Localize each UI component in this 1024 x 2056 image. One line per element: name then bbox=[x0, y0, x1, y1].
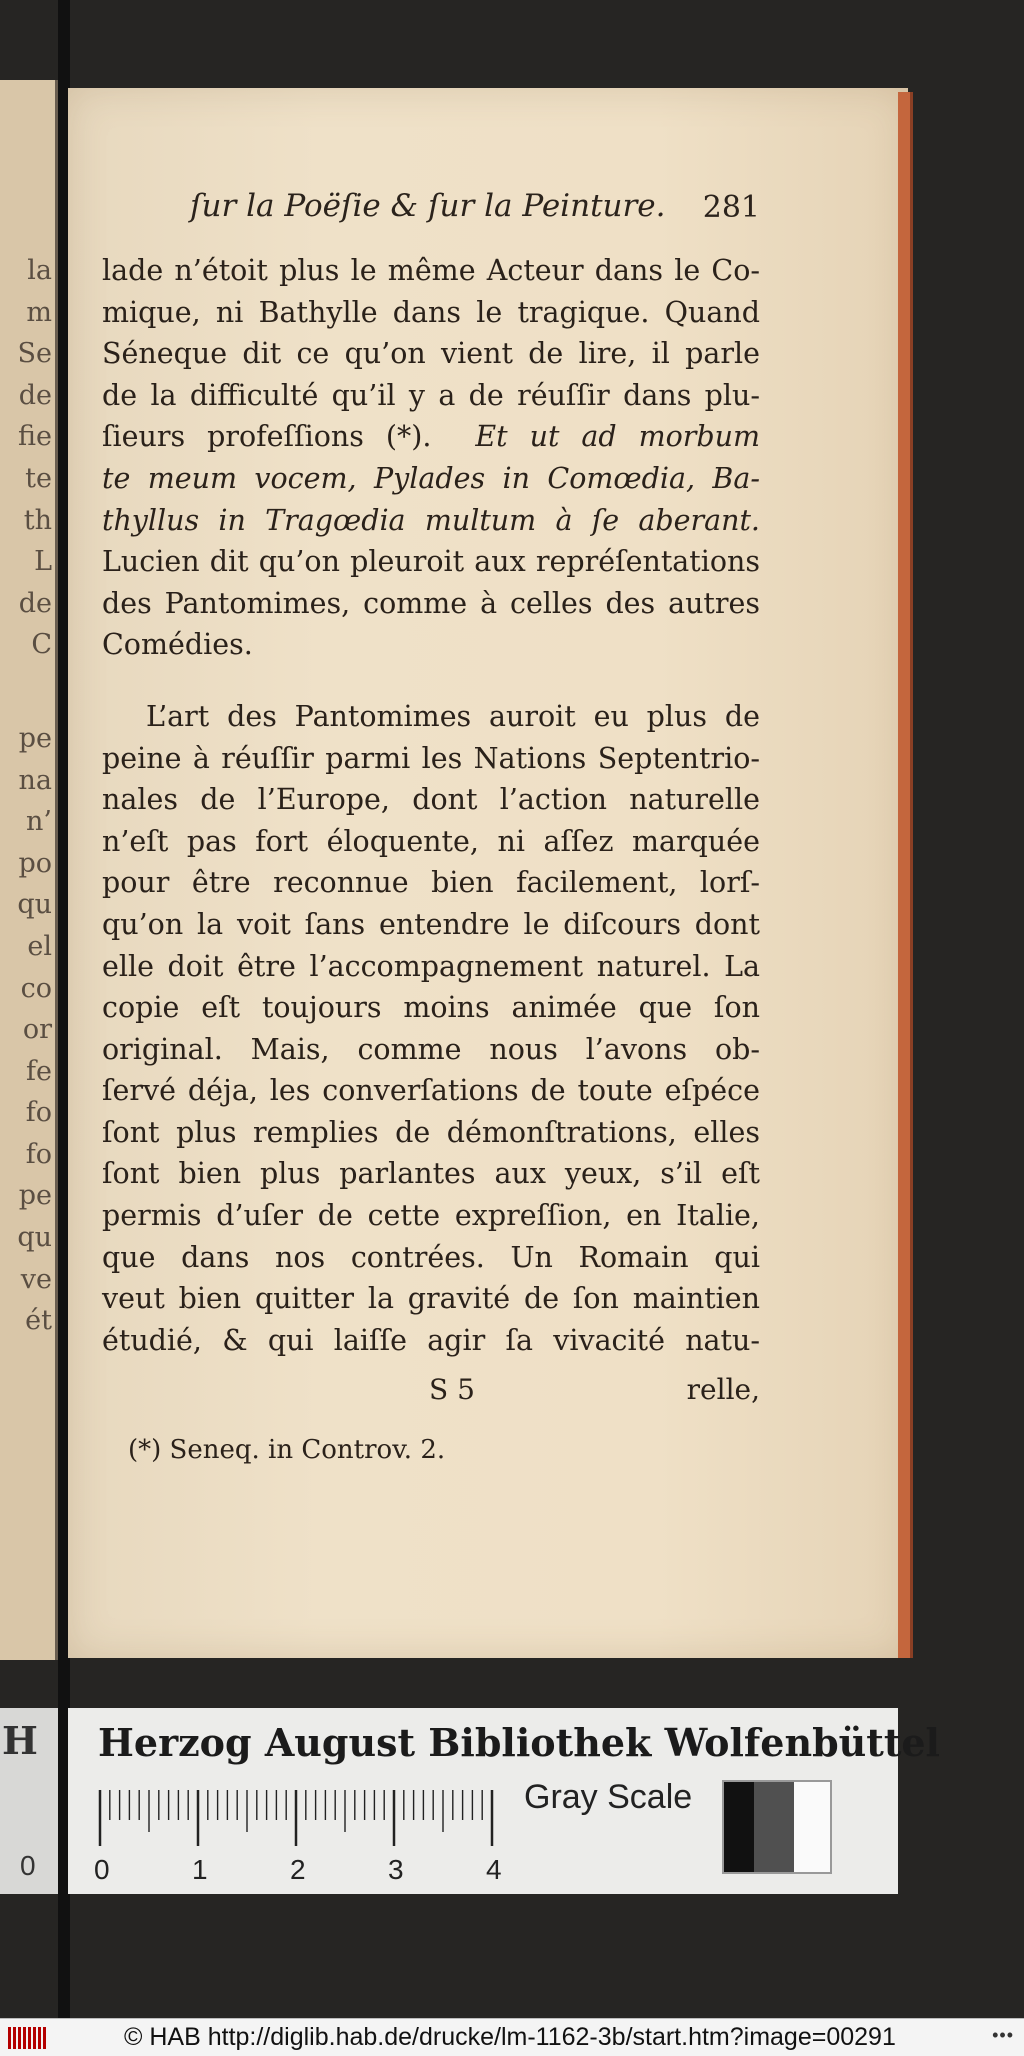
fragment: co bbox=[20, 972, 52, 1004]
fragment: fo bbox=[25, 1097, 52, 1129]
page-edge bbox=[898, 92, 913, 1658]
text-line: original. Mais, comme nous l’avons ob- bbox=[102, 1032, 760, 1066]
footnote: (*) Seneq. in Controv. 2. bbox=[128, 1435, 446, 1465]
text-line: nales de l’Europe, dont l’action naturelle bbox=[102, 783, 760, 817]
body-text bbox=[102, 250, 760, 1361]
more-icon[interactable]: ••• bbox=[992, 2025, 1014, 2045]
scale-number: 2 bbox=[290, 1854, 306, 1885]
fragment: L bbox=[34, 546, 52, 578]
copyright-url[interactable]: © HAB http://diglib.hab.de/drucke/lm-1162-3b/start.htm?image=00291 bbox=[124, 2023, 896, 2051]
fragment: el bbox=[27, 930, 52, 962]
text-line: te meum vocem, Pylades in Comœdia, Ba- bbox=[102, 461, 760, 495]
text-line: Lucien dit qu’on pleuroit aux repréſentations bbox=[102, 545, 760, 579]
text-line bbox=[102, 416, 760, 458]
ruler-scale bbox=[98, 1780, 518, 1850]
running-head bbox=[118, 188, 760, 236]
fragment: Se bbox=[17, 338, 52, 370]
fragment: qu bbox=[17, 889, 52, 921]
text-line: des Pantomimes, comme à celles des autres bbox=[102, 586, 760, 620]
fragment: C bbox=[31, 629, 52, 661]
fragment: fo bbox=[25, 1138, 52, 1170]
fragment: fe bbox=[26, 1055, 52, 1087]
text-line: Comédies. bbox=[102, 628, 253, 662]
signature-row bbox=[102, 1373, 760, 1415]
running-title: ſur la Poëſie & ſur la Peinture. bbox=[190, 188, 666, 224]
text-line: pour être reconnue bien facilement, lorſ- bbox=[102, 866, 760, 900]
scale-number: 4 bbox=[486, 1854, 502, 1885]
text-line: permis d’uſer de cette expreſſion, en Italie, bbox=[102, 1199, 760, 1233]
scale-number: 1 bbox=[192, 1854, 208, 1885]
catchword: relle, bbox=[686, 1373, 760, 1406]
text-line: ſont bien plus parlantes aux yeux, s’il eſt bbox=[102, 1157, 760, 1191]
fragment: po bbox=[18, 847, 52, 879]
card-number: 0 bbox=[20, 1850, 36, 1881]
scale-number: 0 bbox=[94, 1854, 110, 1885]
barcode-icon bbox=[8, 2027, 46, 2049]
text-line: étudié, & qui laiſſe agir ſa vivacité natu- bbox=[102, 1323, 760, 1357]
text-line: thyllus in Tragœdia multum à ſe aberant. bbox=[102, 503, 760, 537]
text-line: de la difficulté qu’il y a de réuſſir dans plu- bbox=[102, 378, 760, 412]
text-line: ſervé déja, les converſations de toute eſpéce bbox=[102, 1074, 760, 1108]
gray-swatch bbox=[754, 1782, 794, 1872]
signature-mark: S 5 bbox=[429, 1373, 475, 1406]
text-line: veut bien quitter la gravité de ſon maintien bbox=[102, 1282, 760, 1316]
text-line: qu’on la voit ſans entendre le diſcours dont bbox=[102, 907, 760, 941]
fragment: or bbox=[22, 1014, 52, 1046]
fragment: la bbox=[27, 255, 52, 286]
fragment: pe bbox=[18, 1180, 52, 1212]
latin-quote: Et ut ad morbum bbox=[475, 420, 760, 454]
text-line: Séneque dit ce qu’on vient de lire, il parle bbox=[102, 337, 760, 371]
previous-color-card bbox=[0, 1708, 58, 1894]
gray-swatches bbox=[722, 1780, 832, 1874]
text-line: ſont plus remplies de démonſtrations, elles bbox=[102, 1115, 760, 1149]
fragment: de bbox=[18, 587, 52, 619]
color-card bbox=[68, 1708, 940, 1894]
black-swatch bbox=[724, 1782, 754, 1872]
fragment: fie bbox=[18, 421, 52, 453]
fragment: qu bbox=[17, 1222, 52, 1254]
previous-page-fragments bbox=[17, 250, 52, 1342]
text-line: mique, ni Bathylle dans le tragique. Quand bbox=[102, 295, 760, 329]
fragment: ve bbox=[20, 1263, 52, 1295]
text-line: peine à réuſſir parmi les Nations Septentrio- bbox=[102, 741, 760, 775]
page-number: 281 bbox=[702, 190, 760, 225]
text-line: elle doit être l’accompagnement naturel. La bbox=[102, 949, 760, 983]
fragment: te bbox=[25, 462, 52, 494]
fragment: n’ bbox=[26, 806, 52, 838]
card-letter: H bbox=[2, 1718, 38, 1763]
fragment: m bbox=[26, 296, 52, 328]
text-line: L’art des Pantomimes auroit eu plus de bbox=[146, 699, 760, 733]
text-line: lade n’étoit plus le même Acteur dans le Co- bbox=[102, 254, 760, 287]
gray-scale-label: Gray Scale bbox=[524, 1778, 693, 1816]
text-segment: ſieurs profeſſions (*). bbox=[102, 420, 432, 454]
scale-number: 3 bbox=[388, 1854, 404, 1885]
fragment: na bbox=[18, 764, 52, 796]
fragment: de bbox=[18, 379, 52, 411]
viewer-footer bbox=[0, 2018, 1024, 2056]
text-line: que dans nos contrées. Un Romain qui bbox=[102, 1240, 760, 1274]
library-title: Herzog August Bibliothek Wolfenbüttel bbox=[98, 1720, 940, 1765]
fragment: th bbox=[23, 504, 52, 536]
previous-page-edge bbox=[0, 80, 58, 1660]
white-swatch bbox=[794, 1782, 830, 1872]
text-line: copie eſt toujours moins animée que ſon bbox=[102, 991, 760, 1025]
text-line: n’eſt pas fort éloquente, ni aſſez marquée bbox=[102, 824, 760, 858]
fragment: pe bbox=[18, 722, 52, 754]
fragment: ét bbox=[25, 1305, 52, 1337]
